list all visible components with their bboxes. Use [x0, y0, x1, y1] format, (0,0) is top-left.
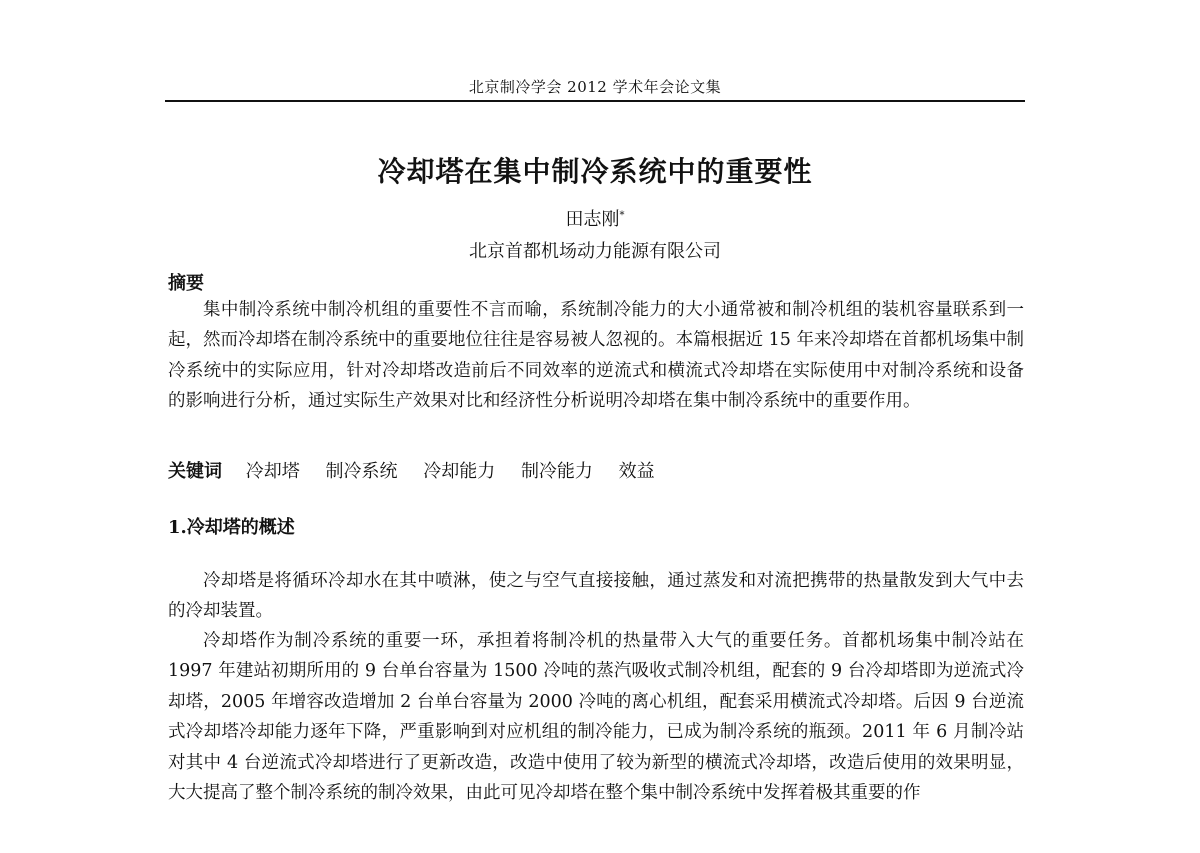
paper-title: 冷却塔在集中制冷系统中的重要性 — [377, 155, 813, 188]
keyword-item: 冷却能力 — [423, 461, 496, 482]
keyword-item: 效益 — [618, 461, 655, 482]
author-line — [165, 205, 1025, 231]
header-rule — [165, 100, 1025, 102]
keyword-item: 冷却塔 — [245, 461, 300, 482]
section-heading: 1.冷却塔的概述 — [168, 517, 295, 538]
abstract-body: 集中制冷系统中制冷机组的重要性不言而喻，系统制冷能力的大小通常被和制冷机组的装机容量联系到一起，然而冷却塔在制冷系统中的重要地位往往是容易被人忽视的。本篇根据近 15 年来冷却塔在首都机场集中制冷系统中的实际应用，针对冷却塔改造前后不同效率的逆流式和横流式冷却塔在实际使用中对制冷系统和设备的影响进行分析，通过实际生产效果对比和经济性分析说明冷却塔在集中制冷系统中的重要作用。 — [168, 300, 1024, 412]
running-header: 北京制冷学会 2012 学术年会论文集 — [468, 78, 722, 96]
keywords-label: 关键词 — [168, 461, 222, 482]
keyword-item: 制冷能力 — [520, 461, 593, 482]
author-footnote-mark: * — [619, 210, 625, 221]
keyword-item: 制冷系统 — [325, 461, 398, 482]
body-paragraph: 冷却塔作为制冷系统的重要一环，承担着将制冷机的热量带入大气的重要任务。首都机场集中制冷站在 1997 年建站初期所用的 9 台单台容量为 1500 冷吨的蒸汽吸收式制冷机组，配套的 9 台冷却塔即为逆流式冷却塔，2005 年增容改造增加 2 台单台容量为 2000 冷吨的离心机组，配套采用横流式冷却塔。后因 9 台逆流式冷却塔冷却能力逐年下降，严重影响到对应机组的制冷能力，已成为制冷系统的瓶颈。2011 年 6 月制冷站对其中 4 台逆流式冷却塔进行了更新改造，改造中使用了较为新型的横流式冷却塔，改造后使用的效果明显，大大提高了整个制冷系统的制冷效果，由此可见冷却塔在整个集中制冷系统中发挥着极其重要的作 — [168, 631, 1024, 804]
keywords-line — [168, 457, 675, 483]
author-affiliation: 北京首都机场动力能源有限公司 — [469, 241, 721, 262]
abstract-heading: 摘要 — [168, 273, 204, 294]
author-name: 田志刚 — [565, 209, 620, 230]
body-paragraph: 冷却塔是将循环冷却水在其中喷淋，使之与空气直接接触，通过蒸发和对流把携带的热量散发到大气中去的冷却装置。 — [168, 571, 1024, 622]
